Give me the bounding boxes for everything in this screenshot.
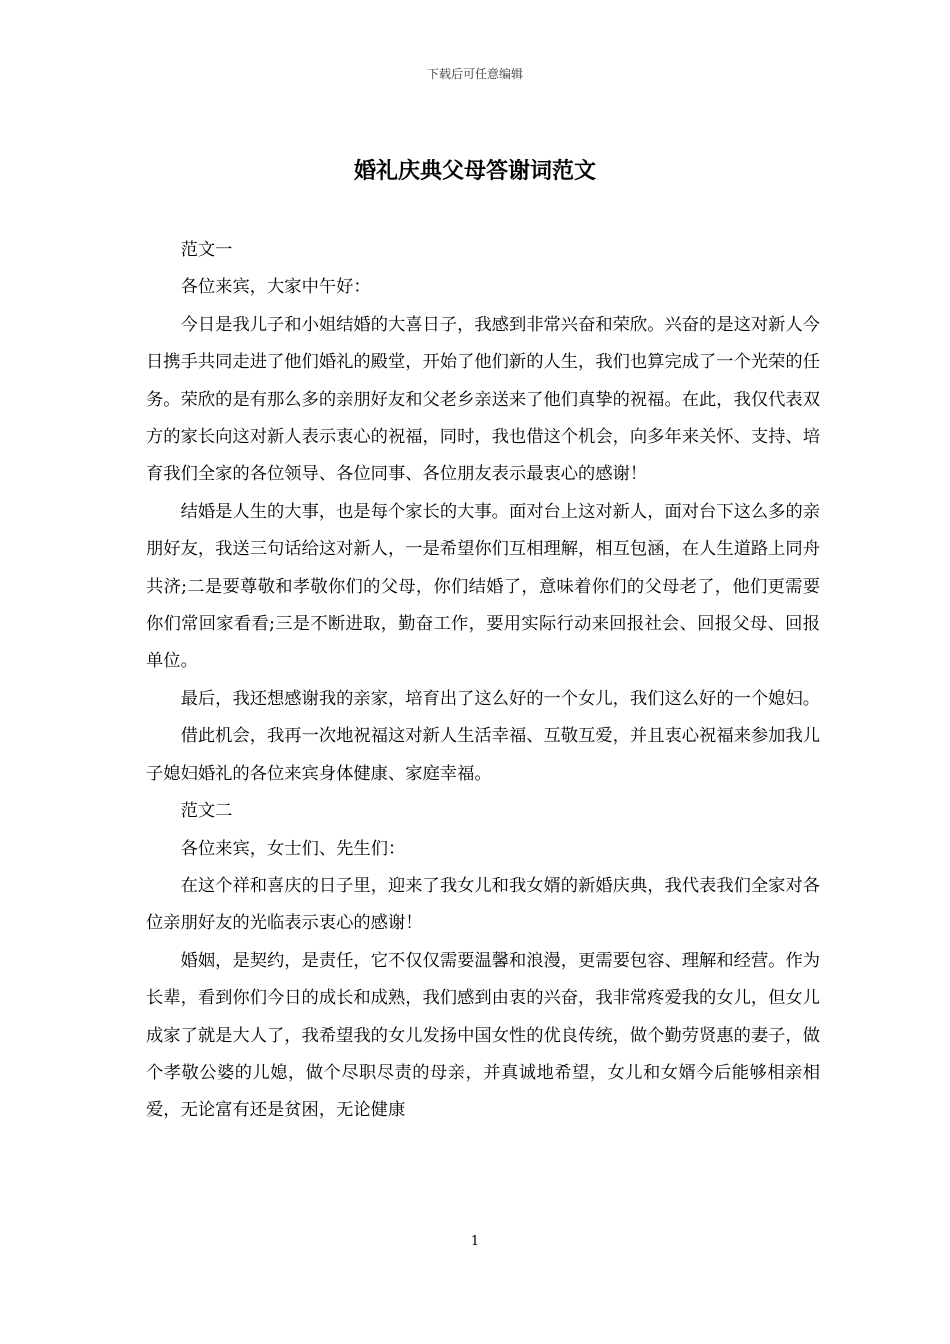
page-number: 1 — [470, 1234, 480, 1249]
body-paragraph: 在这个祥和喜庆的日子里，迎来了我女儿和我女婿的新婚庆典，我代表我们全家对各位亲朋好友的光临表示衷心的感谢！ — [146, 875, 821, 934]
salutation-1: 各位来宾，大家中午好： — [180, 277, 371, 298]
body-paragraph: 今日是我儿子和小姐结婚的大喜日子，我感到非常兴奋和荣欣。兴奋的是这对新人今日携手共同走进了他们婚礼的殿堂，开始了他们新的人生，我们也算完成了一个光荣的任务。荣欣的是有那么多的亲朋好友和父老乡亲送来了他们真挚的祝福。在此，我仅代表双方的家长向这对新人表示衷心的祝福，同时，我也借这个机会，向多年来关怀、支持、培育我们全家的各位领导、各位同事、各位朋友表示最衷心的感谢！ — [146, 314, 821, 485]
body-paragraph: 借此机会，我再一次地祝福这对新人生活幸福、互敬互爱，并且衷心祝福来参加我儿子媳妇婚礼的各位来宾身体健康、家庭幸福。 — [146, 726, 821, 784]
body-paragraph: 最后，我还想感谢我的亲家，培育出了这么好的一个女儿，我们这么好的一个媳妇。 — [180, 688, 821, 709]
section-heading-1: 范文一 — [180, 240, 233, 260]
section-heading-2: 范文二 — [180, 801, 233, 822]
page-header-note: 下载后可任意编辑 — [426, 67, 523, 81]
body-paragraph: 婚姻，是契约，是责任，它不仅仅需要温馨和浪漫，更需要包容、理解和经营。作为长辈，看到你们今日的成长和成熟，我们感到由衷的兴奋，我非常疼爱我的女儿，但女儿成家了就是大人了，我希望我的女儿发扬中国女性的优良传统，做个勤劳贤惠的妻子，做个孝敬公婆的儿媳，做个尽职尽责的母亲，并真诚地希望，女儿和女婿今后能够相亲相爱，无论富有还是贫困，无论健康 — [146, 950, 821, 1121]
salutation-2: 各位来宾，女士们、先生们： — [180, 838, 406, 859]
document-body — [146, 232, 820, 1130]
document-title: 婚礼庆典父母答谢词范文 — [353, 158, 596, 184]
body-paragraph: 结婚是人生的大事，也是每个家长的大事。面对台上这对新人，面对台下这么多的亲朋好友，我送三句话给这对新人，一是希望你们互相理解，相互包涵，在人生道路上同舟共济;二是要尊敬和孝敬你们的父母，你们结婚了，意味着你们的父母老了，他们更需要你们常回家看看;三是不断进取，勤奋工作，要用实际行动来回报社会、回报父母、回报单位。 — [146, 501, 821, 672]
